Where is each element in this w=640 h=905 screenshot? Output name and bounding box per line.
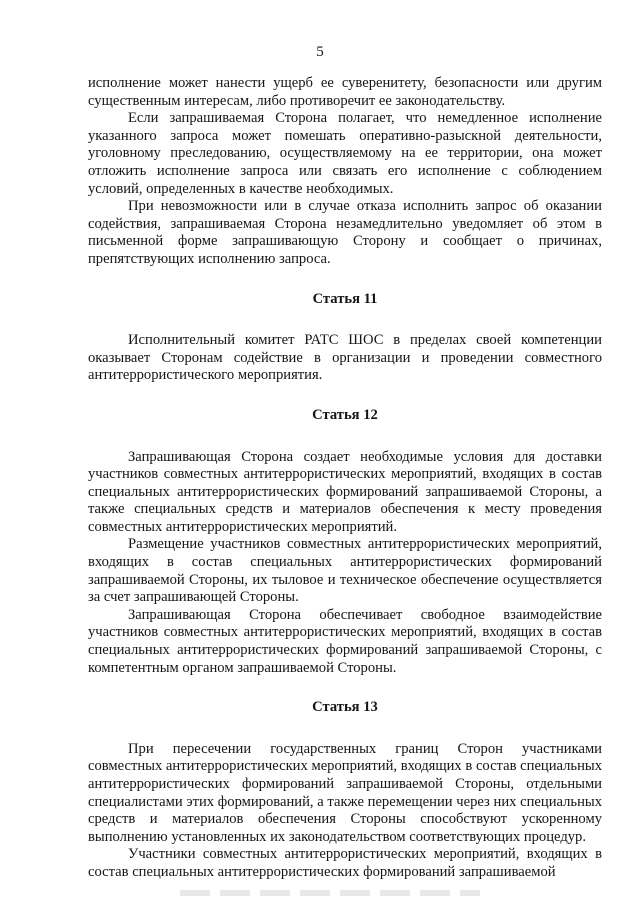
paragraph: При пересечении государственных границ Сторон участниками совместных антитеррористических мероприятий, входящих в состав специальных антитеррористических формирований запрашиваемой Стороны, отдельными специалистами этих формирований, а также перемещении через них специальных средств и материалов обеспечения Стороны способствуют ускоренному выполнению установленных их законодательством соответствующих процедур. bbox=[88, 740, 602, 845]
paragraph: Если запрашиваемая Сторона полагает, что немедленное исполнение указанного запроса может помешать оперативно-разыскной деятельности, уголовному преследованию, осуществляемому на ее территории, она может отложить исполнение запроса или связать его исполнение с соблюдением условий, определенных в качестве необходимых. bbox=[88, 110, 602, 197]
paragraph: Участники совместных антитеррористических мероприятий, входящих в состав специальных антитеррористических формирований запрашиваемой bbox=[88, 846, 602, 880]
article-heading: Статья 13 bbox=[312, 699, 378, 716]
paragraph: Размещение участников совместных антитеррористических мероприятий, входящих в состав специальных антитеррористических формирований запрашиваемой Стороны, их тыловое и техническое обеспечение осуществляется за счет запрашивающей Стороны. bbox=[88, 536, 602, 606]
page-number: 5 bbox=[316, 44, 324, 60]
paragraph: исполнение может нанести ущерб ее суверенитету, безопасности или другим существенным интересам, либо противоречит ее законодательству. bbox=[88, 75, 602, 109]
article-heading: Статья 11 bbox=[312, 290, 378, 307]
paragraph: Исполнительный комитет РАТС ШОС в пределах своей компетенции оказывает Сторонам содействие в организации и проведении совместного антитеррористического мероприятия. bbox=[88, 332, 602, 384]
paragraph: При невозможности или в случае отказа исполнить запрос об оказании содействия, запрашиваемая Сторона незамедлительно уведомляет об этом в письменной форме запрашивающую Сторону и сообщает о причинах, препятствующих исполнению запроса. bbox=[88, 198, 602, 267]
paragraph: Запрашивающая Сторона создает необходимые условия для доставки участников совместных антитеррористических мероприятий, входящих в состав специальных антитеррористических формирований запрашиваемой Стороны, а также специальных средств и материалов обеспечения к месту проведения совместных антитеррористических мероприятий. bbox=[88, 448, 602, 535]
article-heading: Статья 12 bbox=[312, 406, 378, 423]
document-body bbox=[88, 75, 602, 882]
paragraph: Запрашивающая Сторона обеспечивает свободное взаимодействие участников совместных антитеррористических мероприятий, входящих в состав специальных антитеррористических формирований запрашиваемой Стороны, с компетентным органом запрашиваемой Стороны. bbox=[88, 606, 602, 676]
scan-artifact bbox=[180, 890, 480, 896]
